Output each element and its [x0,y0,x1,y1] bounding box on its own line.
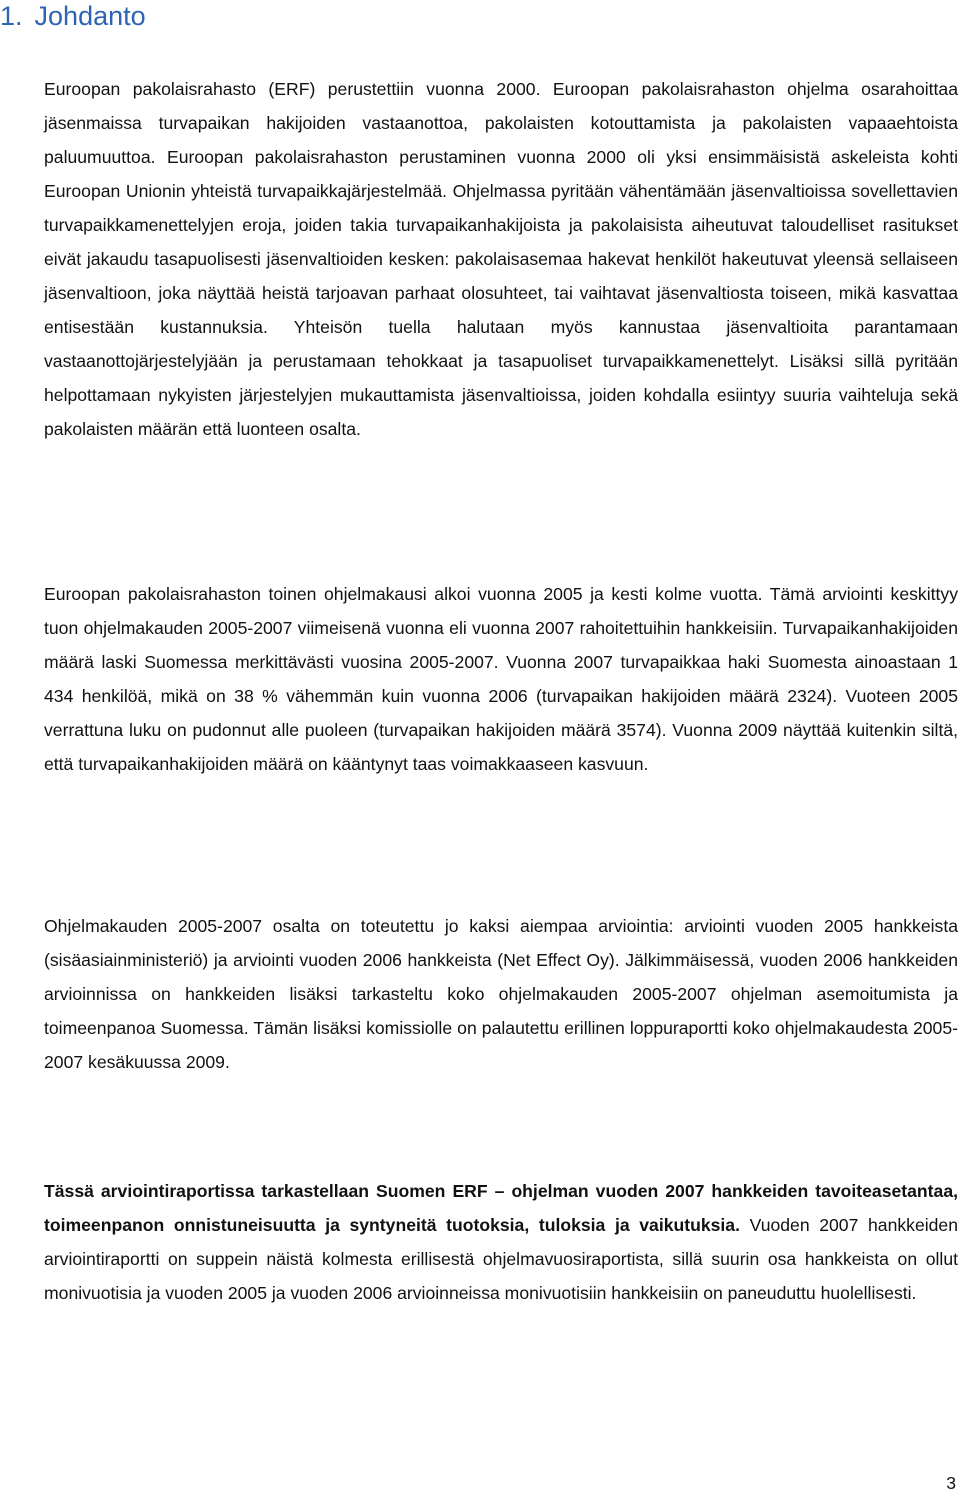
page-heading [0,0,146,32]
paragraph-report-scope [44,1174,958,1310]
report-scope-emphasis: Tässä arviointiraportissa tarkastellaan Suomen ERF – ohjelman vuoden 2007 hankkeiden tavoiteasetantaa, toimeenpanon onnistuneisuutta ja syntyneitä tuotoksia, tuloksia ja vaikutuksia. [44,1181,958,1235]
paragraph-previous-evaluations: Ohjelmakauden 2005-2007 osalta on toteutettu jo kaksi aiempaa arviointia: arviointi vuoden 2005 hankkeista (sisäasiainministeriö) ja arviointi vuoden 2006 hankkeista (Net Effect Oy). Jälkimmäisessä, vuoden 2006 hankkeiden arvioinnissa on hankkeiden lisäksi tarkasteltu koko ohjelmakauden 2005-2007 ohjelman asemoitumista ja toimeenpanoa Suomessa. Tämän lisäksi komissiolle on palautettu erillinen loppuraportti koko ohjelmakaudesta 2005-2007 kesäkuussa 2009. [44,916,958,1072]
page-number: 3 [946,1473,956,1493]
heading-title: Johdanto [34,1,146,31]
report-scope-text: Vuoden 2007 hankkeiden arviointiraportti on suppein näistä kolmesta erillisestä ohjelmavuosiraportista, sillä suurin osa hankkeista on ollut monivuotisia ja vuoden 2005 ja vuoden 2006 arvioinneissa monivuotisiin hankkeisiin on paneuduttu huolellisesti. [44,1215,958,1303]
paragraph-program-period: Euroopan pakolaisrahaston toinen ohjelmakausi alkoi vuonna 2005 ja kesti kolme vuotta. Tämä arviointi keskittyy tuon ohjelmakauden 2005-2007 viimeisenä vuonna eli vuonna 2007 rahoitettuihin hankkeisiin. Turvapaikanhakijoiden määrä laski Suomessa merkittävästi vuosina 2005-2007. Vuonna 2007 turvapaikkaa haki Suomesta ainoastaan 1 434 henkilöä, mikä on 38 % vähemmän kuin vuonna 2006 (turvapaikan hakijoiden määrä 2324). Vuoteen 2005 verrattuna luku on pudonnut alle puoleen (turvapaikan hakijoiden määrä 3574). Vuonna 2009 näyttää kuitenkin siltä, että turvapaikanhakijoiden määrä on kääntynyt taas voimakkaaseen kasvuun. [44,584,958,774]
heading-number: 1. [0,1,23,31]
paragraph-intro: Euroopan pakolaisrahasto (ERF) perustettiin vuonna 2000. Euroopan pakolaisrahaston ohjelma osarahoittaa jäsenmaissa turvapaikan hakijoiden vastaanottoa, pakolaisten kotouttamista ja pakolaisten vapaaehtoista paluumuuttoa. Euroopan pakolaisrahaston perustaminen vuonna 2000 oli yksi ensimmäisistä askeleista kohti Euroopan Unionin yhteistä turvapaikkajärjestelmää. Ohjelmassa pyritään vähentämään jäsenvaltioissa sovellettavien turvapaikkamenettelyjen eroja, joiden takia turvapaikanhakijoista ja pakolaisista aiheutuvat taloudelliset rasitukset eivät jakaudu tasapuolisesti jäsenvaltioiden kesken: pakolaisasemaa hakevat henkilöt hakeutuvat yleensä sellaiseen jäsenvaltioon, joka näyttää heistä tarjoavan parhaat olosuhteet, tai vaihtavat jäsenvaltiosta toiseen, mikä kasvattaa entisestään kustannuksia. Yhteisön tuella halutaan myös kannustaa jäsenvaltioita parantamaan vastaanottojärjestelyjään ja perustamaan tehokkaat ja tasapuoliset turvapaikkamenettelyt. Lisäksi sillä pyritään helpottamaan nykyisten järjestelyjen mukauttamista jäsenvaltioissa, joiden kohdalla esiintyy suuria vaihteluja sekä pakolaisten määrän että luonteen osalta. [44,79,958,439]
